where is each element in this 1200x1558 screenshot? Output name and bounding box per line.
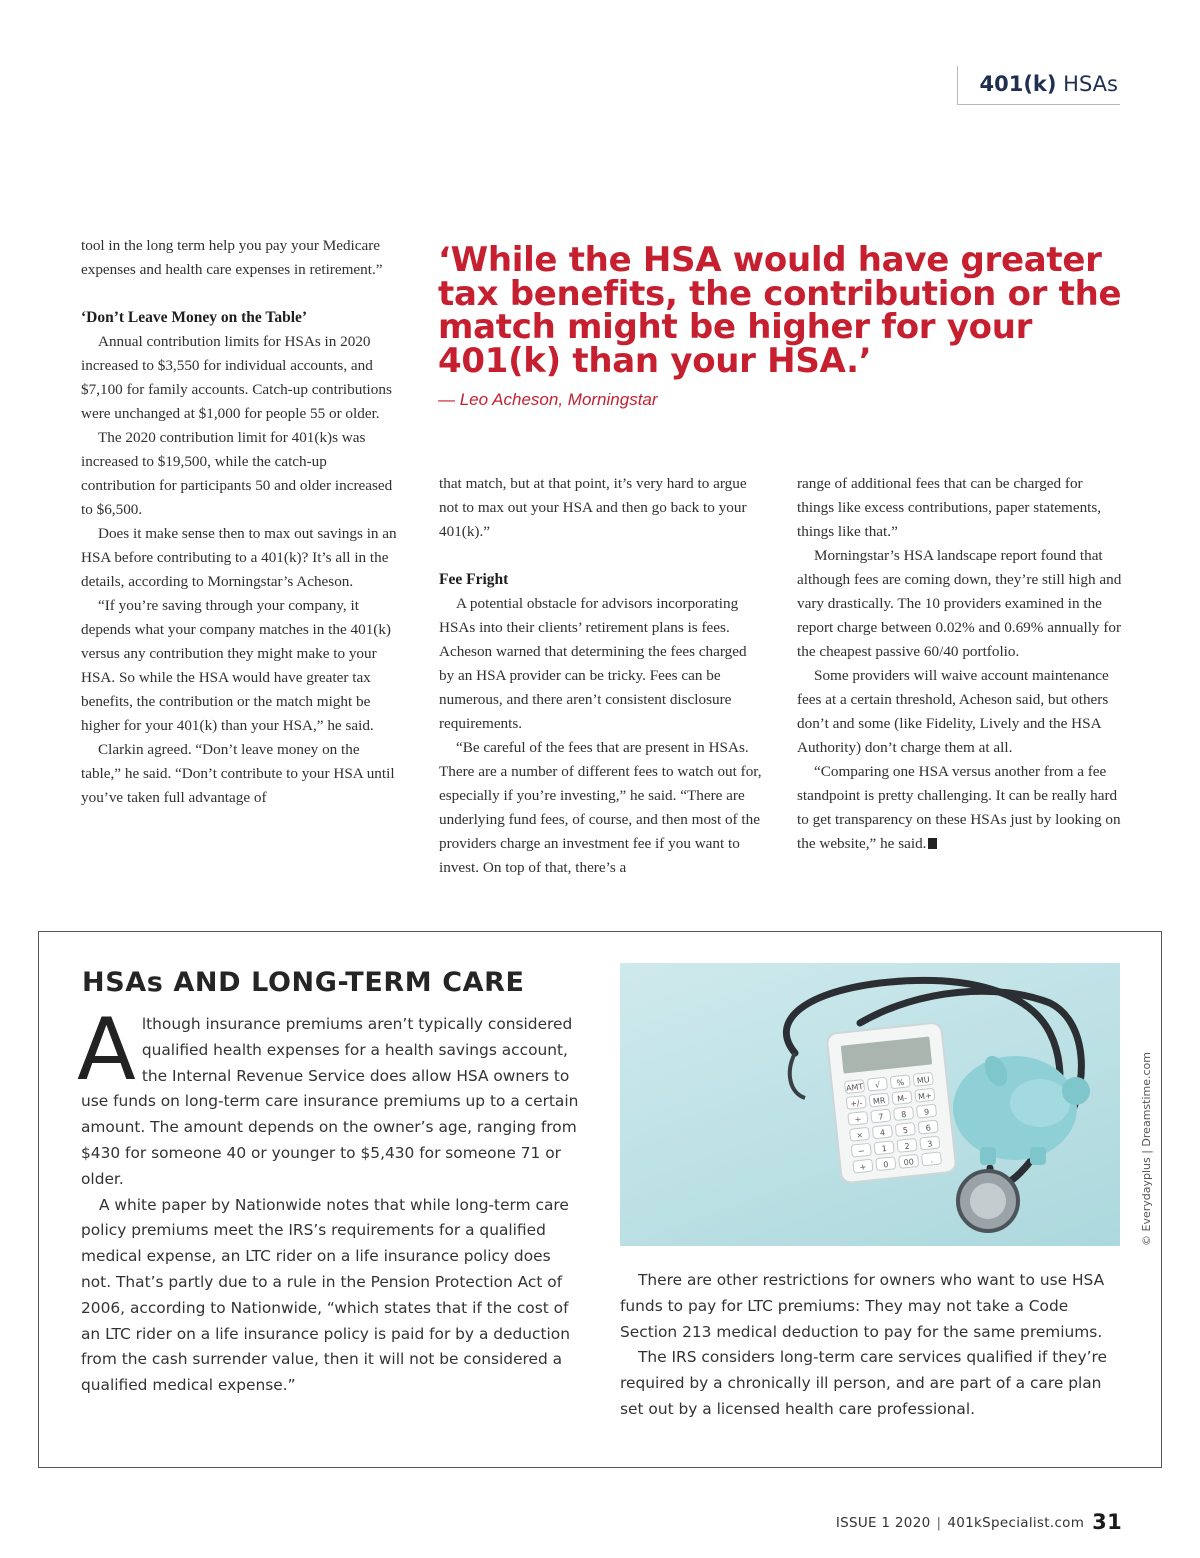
article-column-1: [81, 234, 403, 810]
sidebar-box: [38, 931, 1162, 1468]
calculator-key-label: %: [896, 1077, 905, 1088]
site-url: 401kSpecialist.com: [947, 1515, 1085, 1531]
photo-credit: [1136, 1052, 1156, 1248]
page-number: 31: [1092, 1510, 1122, 1534]
calculator-key-label: −: [857, 1146, 866, 1157]
closing-paragraph-text: “Comparing one HSA versus another from a fee standpoint is pretty challenging. It can be really hard to get transparency on these HSAs just by looking on the website,” he said.: [797, 763, 1121, 852]
calculator-key-label: 0: [882, 1159, 889, 1170]
column-1-paragraph: Does it make sense then to max out savings in an HSA before contributing to a 401(k)? It’s all in the details, according to Morningstar’s Acheson.: [81, 525, 397, 590]
calculator-key-label: 8: [900, 1109, 907, 1120]
pull-quote: ‘While the HSA would have greater tax benefits, the contribution or the match might be higher for your 401(k) than your HSA.’: [438, 240, 1122, 381]
calculator-key-label: MR: [872, 1095, 886, 1107]
column-2-paragraph: “Be careful of the fees that are present in HSAs. There are a number of different fees to watch out for, especially if you’re investing,” he said. “There are underlying fund fees, of course, and then most of the providers charge an investment fee if you want to invest. On top of that, there’s a: [439, 739, 762, 876]
calculator-key-label: .: [929, 1155, 934, 1165]
section-tag: [957, 66, 1120, 105]
sidebar-paragraph: There are other restrictions for owners who want to use HSA funds to pay for LTC premiums: They may not take a Code Section 213 medical deduction to pay for the same premiums.: [620, 1271, 1105, 1341]
column-1-paragraph: “If you’re saving through your company, it depends what your company matches in the 401(k) versus any contribution they might make to your HSA. So while the HSA would have greater tax benefits, the contribution or the match might be higher for your 401(k) than your HSA,” he said.: [81, 597, 391, 734]
calculator-key-label: 00: [903, 1157, 915, 1168]
column-1-paragraph: Annual contribution limits for HSAs in 2020 increased to $3,550 for individual accounts, and $7,100 for family accounts. Catch-up contributions were unchanged at $1,000 for people 55 or older.: [81, 333, 392, 422]
column-1-paragraph: The 2020 contribution limit for 401(k)s was increased to $19,500, while the catch-up contribution for participants 50 and older increased to $6,500.: [81, 429, 393, 518]
sidebar-right-column: [620, 1268, 1120, 1423]
section-tag-rest: HSAs: [1056, 72, 1118, 96]
calculator-key-label: +: [859, 1162, 867, 1172]
calculator-key-label: MU: [916, 1075, 931, 1086]
sidebar-paragraph: A white paper by Nationwide notes that while long-term care policy premiums meet the IRS’s requirements for a qualified medical expense, an LTC rider on a life insurance policy does not. That’s partly due to a rule in the Pension Protection Act of 2006, according to Nationwide, “which states that if the cost of an LTC rider on a life insurance policy is paid for by a deduction from the cash surrender value, then it will not be considered a qualified medical expense.”: [81, 1195, 570, 1395]
drop-cap: A: [77, 1000, 136, 1100]
stethoscope-calculator-piggy-bank-photo: [620, 963, 1120, 1246]
photo-credit-text: © Everydayplus | Dreamstime.com: [1140, 1052, 1153, 1246]
subhead-money-on-table: ‘Don’t Leave Money on the Table’: [81, 309, 308, 326]
calculator-key-label: 6: [925, 1123, 932, 1133]
calculator-key-label: 9: [923, 1107, 930, 1117]
end-mark-icon: [928, 838, 937, 849]
article-column-2: [439, 472, 764, 880]
sidebar-left-column: [77, 1000, 581, 1399]
subhead-fee-fright: Fee Fright: [439, 571, 509, 588]
calculator-key-label: AMT: [845, 1082, 864, 1093]
column-3-paragraph: [797, 760, 1123, 856]
calculator-key-label: 7: [877, 1112, 884, 1122]
section-tag-bold: 401(k): [979, 72, 1057, 96]
calculator-key-label: M+: [917, 1091, 933, 1102]
column-3-intro: range of additional fees that can be charged for things like excess contributions, paper statements, things like that.”: [797, 475, 1102, 540]
calculator-key-label: ÷: [854, 1114, 862, 1125]
column-2-paragraph: A potential obstacle for advisors incorporating HSAs into their clients’ retirement plans is fees. Acheson warned that determining the fees charged by an HSA provider can be tricky. Fees can be numerous, and there aren’t consistent disclosure requirements.: [439, 595, 747, 732]
column-1-intro: tool in the long term help you pay your Medicare expenses and health care expenses in retirement.”: [81, 237, 383, 278]
photo-illustration: [620, 963, 1120, 1246]
calculator-key-label: 1: [881, 1144, 888, 1154]
calculator-key-label: 5: [902, 1125, 909, 1136]
calculator-key-label: +/-: [849, 1098, 863, 1109]
calculator-key-label: 2: [904, 1141, 911, 1152]
article-column-3: [797, 472, 1123, 856]
sidebar-title: HSAs AND LONG-TERM CARE: [82, 967, 525, 998]
sidebar-paragraph: The IRS considers long-term care services qualified if they’re required by a chronically ill person, and are part of a care plan set out by a licensed health care professional.: [620, 1348, 1107, 1418]
page-footer: [836, 1510, 1122, 1534]
sidebar-paragraph-text: lthough insurance premiums aren’t typically considered qualified health expenses for a health savings account, the Internal Revenue Service does allow HSA owners to use funds on long-term care insurance premiums up to a certain amount. The amount depends on the owner’s age, ranging from $430 for someone 40 or younger to $5,430 for someone 71 or older.: [81, 1015, 579, 1188]
calculator-key-label: M-: [896, 1093, 908, 1104]
calculator-key-label: √: [874, 1080, 881, 1090]
column-1-paragraph: Clarkin agreed. “Don’t leave money on the table,” he said. “Don’t contribute to your HSA until you’ve taken full advantage of: [81, 741, 395, 806]
calculator-key-label: 3: [926, 1139, 933, 1149]
column-3-paragraph: Some providers will waive account maintenance fees at a certain threshold, Acheson said, but others don’t and some (like Fidelity, Lively and the HSA Authority) don’t charge them at all.: [797, 667, 1109, 756]
column-3-paragraph: Morningstar’s HSA landscape report found that although fees are coming down, they’re still high and vary drastically. The 10 providers examined in the report charge between 0.02% and 0.69% annually for the cheapest passive 60/40 portfolio.: [797, 547, 1122, 660]
issue-label: ISSUE 1 2020: [835, 1515, 931, 1531]
calculator-key-label: 4: [879, 1128, 886, 1138]
footer-separator: |: [936, 1515, 942, 1531]
calculator-key-label: ×: [855, 1130, 864, 1141]
column-2-intro: that match, but at that point, it’s very hard to argue not to max out your HSA and then go back to your 401(k).”: [439, 475, 747, 540]
pull-quote-attribution: — Leo Acheson, Morningstar: [438, 390, 658, 409]
sidebar-paragraph: [77, 1000, 581, 1193]
